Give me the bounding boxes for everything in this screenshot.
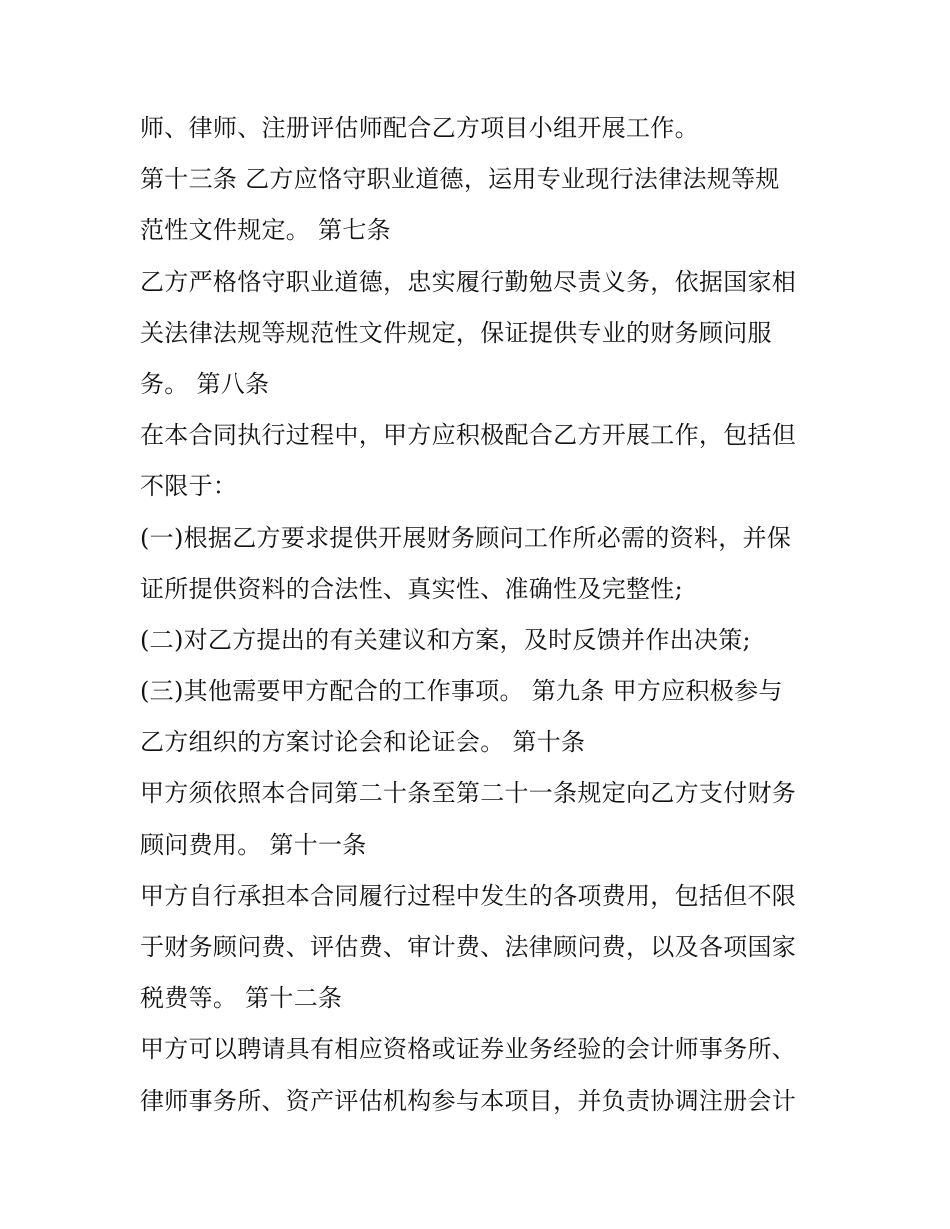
text-line: 于财务顾问费、评估费、审计费、法律顾问费，以及各项国家 bbox=[140, 933, 797, 961]
text-line: 不限于： bbox=[140, 472, 238, 501]
text-line: (二)对乙方提出的有关建议和方案，及时反馈并作出决策; bbox=[140, 625, 751, 654]
text-line: 证所提供资料的合法性、真实性、准确性及完整性; bbox=[140, 574, 683, 603]
text-line: (一)根据乙方要求提供开展财务顾问工作所必需的资料，并保 bbox=[140, 523, 792, 552]
text-line: 顾问费用。 第十一条 bbox=[140, 830, 367, 859]
text-line: 甲方须依照本合同第二十条至第二十一条规定向乙方支付财务 bbox=[140, 779, 797, 808]
contract-text-body bbox=[140, 108, 820, 1132]
text-line: 关法律法规等规范性文件规定，保证提供专业的财务顾问服 bbox=[140, 318, 772, 347]
text-line: 甲方自行承担本合同履行过程中发生的各项费用，包括但不限 bbox=[140, 881, 797, 910]
text-line: 第十三条 乙方应恪守职业道德，运用专业现行法律法规等规 bbox=[140, 165, 780, 194]
text-line: 师、律师、注册评估师配合乙方项目小组开展工作。 bbox=[140, 114, 699, 142]
text-line: 律师事务所、资产评估机构参与本项目，并负责协调注册会计 bbox=[140, 1086, 797, 1115]
text-line: 甲方可以聘请具有相应资格或证券业务经验的会计师事务所、 bbox=[140, 1035, 797, 1064]
text-line: 务。 第八条 bbox=[140, 369, 270, 398]
text-line: 在本合同执行过程中，甲方应积极配合乙方开展工作，包括但 bbox=[140, 421, 797, 450]
text-line: (三)其他需要甲方配合的工作事项。 第九条 甲方应积极参与 bbox=[140, 677, 783, 706]
text-line: 乙方严格恪守职业道德，忠实履行勤勉尽责义务，依据国家相 bbox=[140, 267, 797, 296]
text-line: 税费等。 第十二条 bbox=[140, 984, 343, 1013]
text-line: 乙方组织的方案讨论会和论证会。 第十条 bbox=[140, 728, 586, 757]
text-line: 范性文件规定。 第七条 bbox=[140, 216, 391, 245]
